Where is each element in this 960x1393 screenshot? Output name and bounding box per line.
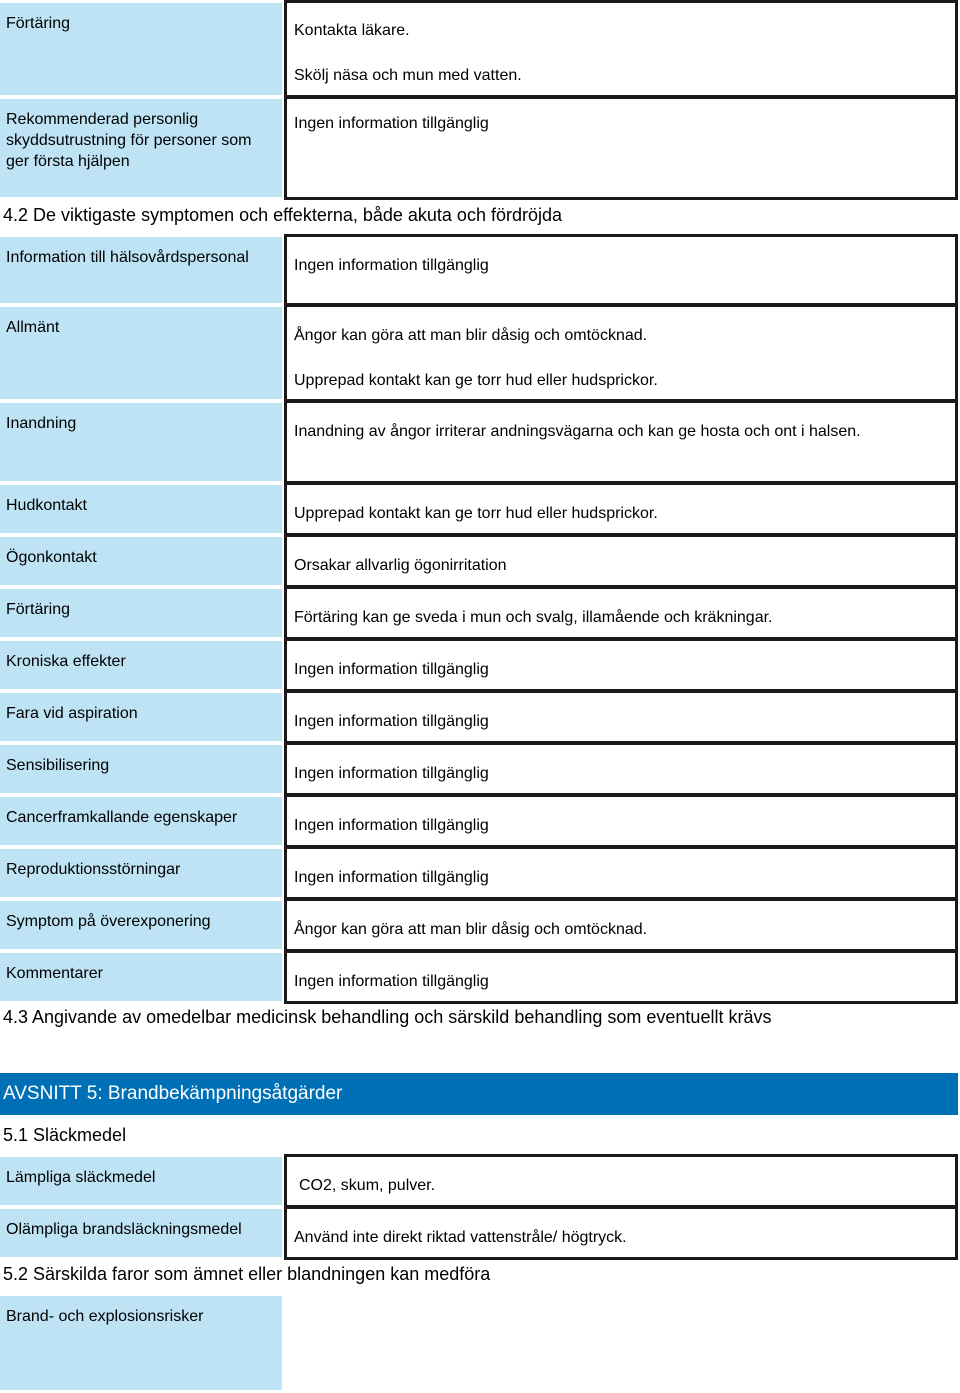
row-value-lampliga: CO2, skum, pulver. (284, 1154, 958, 1208)
heading-4-2: 4.2 De viktigaste symptomen och effekterna, både akuta och fördröjda (3, 205, 562, 225)
row-value-kroniska: Ingen information tillgänglig (284, 638, 958, 692)
row-label-kommentarer: Kommentarer (0, 953, 282, 1001)
row-label-sensibilisering: Sensibilisering (0, 745, 282, 793)
row-value-ogonkontakt: Orsakar allvarlig ögonirritation (284, 534, 958, 588)
heading-5-1: 5.1 Släckmedel (3, 1125, 127, 1145)
value-line-1: Kontakta läkare. (294, 22, 410, 39)
row-value-fortaring-2: Förtäring kan ge sveda i mun och svalg, illamående och kräkningar. (284, 586, 958, 640)
row-label-information: Information till hälsovårdspersonal (0, 237, 282, 303)
row-value-reproduktion: Ingen information tillgänglig (284, 846, 958, 900)
row-label-inandning: Inandning (0, 403, 282, 481)
row-label-cancer: Cancerframkallande egenskaper (0, 797, 282, 845)
row-label-olampliga: Olämpliga brandsläckningsmedel (0, 1209, 282, 1257)
row-label-lampliga: Lämpliga släckmedel (0, 1157, 282, 1205)
row-label-fortaring-1: Förtäring (0, 3, 282, 95)
heading-4-3: 4.3 Angivande av omedelbar medicinsk behandling och särskild behandling som eventuellt krävs (3, 1007, 772, 1027)
row-value-information: Ingen information tillgänglig (284, 234, 958, 306)
row-value-inandning: Inandning av ångor irriterar andningsvägarna och kan ge hosta och ont i halsen. (284, 400, 958, 484)
row-value-fortaring-1 (284, 0, 958, 98)
value-line-2: Upprepad kontakt kan ge torr hud eller hudsprickor. (294, 372, 658, 389)
value-line-1: Ångor kan göra att man blir dåsig och omtöcknad. (294, 327, 648, 344)
row-label-ogonkontakt: Ögonkontakt (0, 537, 282, 585)
row-value-kommentarer: Ingen information tillgänglig (284, 950, 958, 1004)
row-value-skyddsutrustning: Ingen information tillgänglig (284, 96, 958, 200)
value-line-2: Skölj näsa och mun med vatten. (294, 67, 522, 84)
row-label-fortaring-2: Förtäring (0, 589, 282, 637)
row-label-brand-explosion: Brand- och explosionsrisker (0, 1296, 282, 1390)
row-value-aspiration: Ingen information tillgänglig (284, 690, 958, 744)
row-value-overexponering: Ångor kan göra att man blir dåsig och omtöcknad. (284, 898, 958, 952)
row-value-olampliga: Använd inte direkt riktad vattenstråle/ högtryck. (284, 1206, 958, 1260)
row-value-allmant (284, 304, 958, 402)
section-5-header: AVSNITT 5: Brandbekämpningsåtgärder (0, 1073, 958, 1115)
row-label-hudkontakt: Hudkontakt (0, 485, 282, 533)
row-label-overexponering: Symptom på överexponering (0, 901, 282, 949)
row-label-reproduktion: Reproduktionsstörningar (0, 849, 282, 897)
row-value-cancer: Ingen information tillgänglig (284, 794, 958, 848)
row-label-kroniska: Kroniska effekter (0, 641, 282, 689)
row-value-hudkontakt: Upprepad kontakt kan ge torr hud eller hudsprickor. (284, 482, 958, 536)
heading-5-2: 5.2 Särskilda faror som ämnet eller blandningen kan medföra (3, 1264, 491, 1284)
row-label-skyddsutrustning: Rekommenderad personlig skyddsutrustning för personer som ger första hjälpen (0, 99, 282, 197)
row-label-aspiration: Fara vid aspiration (0, 693, 282, 741)
row-label-allmant: Allmänt (0, 307, 282, 399)
row-value-sensibilisering: Ingen information tillgänglig (284, 742, 958, 796)
